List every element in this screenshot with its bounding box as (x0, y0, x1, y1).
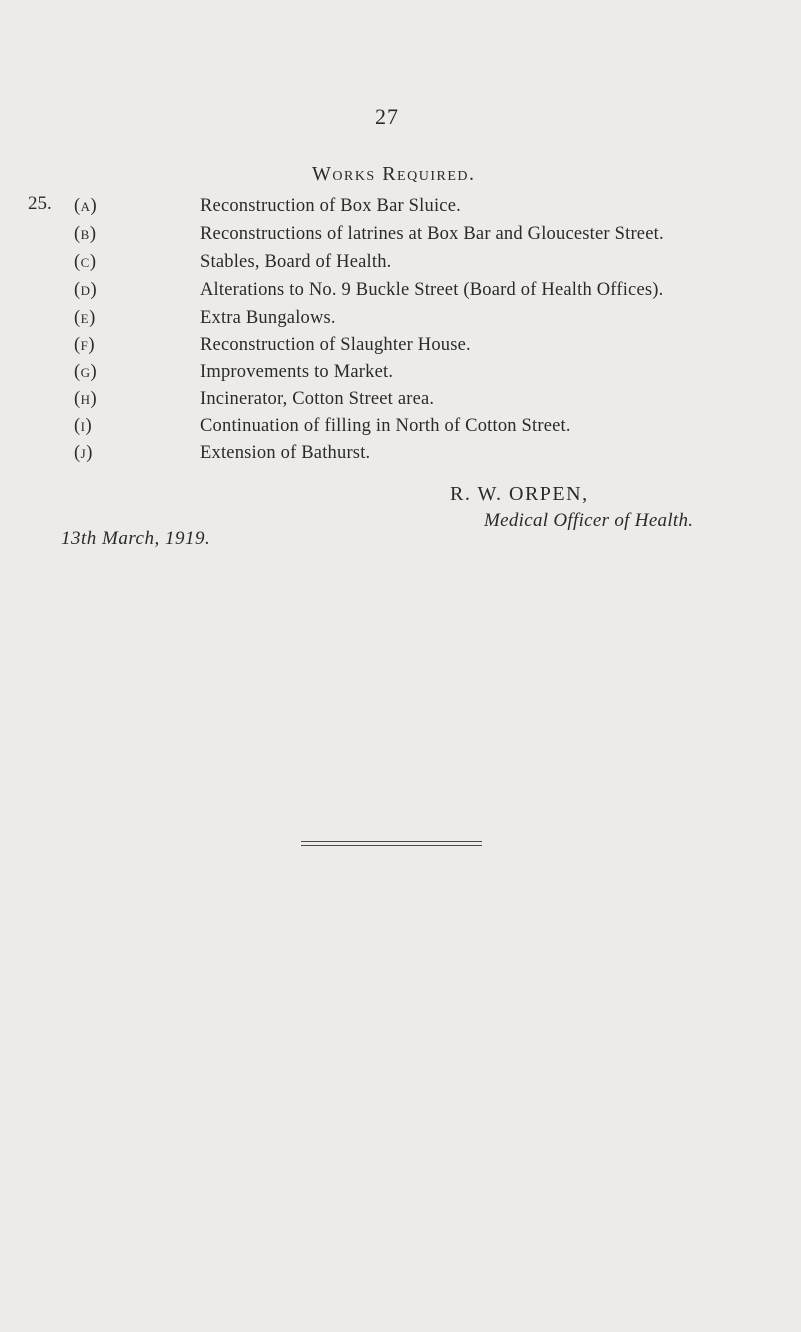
item-label: (d) (74, 280, 98, 300)
item-text: Extension of Bathurst. (200, 443, 371, 463)
item-label: (j) (74, 443, 93, 463)
page-number: 27 (375, 104, 399, 129)
list-item (74, 416, 571, 442)
item-label: (e) (74, 308, 96, 328)
item-label: (a) (74, 196, 98, 216)
list-item (74, 443, 370, 469)
item-label: (b) (74, 224, 97, 244)
list-item (74, 224, 664, 250)
divider-rule-top (301, 841, 482, 842)
item-label: (c) (74, 252, 97, 272)
item-label: (h) (74, 389, 98, 409)
list-item (74, 362, 393, 388)
list-item (74, 196, 461, 222)
list-item (74, 308, 336, 334)
item-label: (g) (74, 362, 98, 382)
item-text: Incinerator, Cotton Street area. (200, 389, 435, 409)
divider-rule-bottom (301, 845, 482, 846)
list-item (74, 335, 471, 361)
item-text: Stables, Board of Health. (200, 252, 392, 272)
item-text: Reconstruction of Box Bar Sluice. (200, 196, 461, 216)
item-text: Reconstruction of Slaughter House. (200, 335, 471, 355)
item-label: (f) (74, 335, 96, 355)
item-text: Reconstructions of latrines at Box Bar and Gloucester Street. (200, 224, 664, 244)
list-item (74, 389, 434, 415)
list-item (74, 252, 392, 278)
item-text: Alterations to No. 9 Buckle Street (Board of Health Offices). (200, 280, 664, 300)
item-text: Improvements to Market. (200, 362, 394, 382)
item-text: Extra Bungalows. (200, 308, 336, 328)
signatory-title: Medical Officer of Health. (484, 510, 694, 531)
item-label: (i) (74, 416, 93, 436)
signatory-name: R. W. ORPEN, (450, 483, 589, 505)
list-item (74, 280, 663, 306)
document-date: 13th March, 1919. (61, 528, 211, 549)
paragraph-number: 25. (28, 193, 52, 214)
item-text: Continuation of filling in North of Cotton Street. (200, 416, 571, 436)
section-heading: Works Required. (312, 163, 476, 185)
